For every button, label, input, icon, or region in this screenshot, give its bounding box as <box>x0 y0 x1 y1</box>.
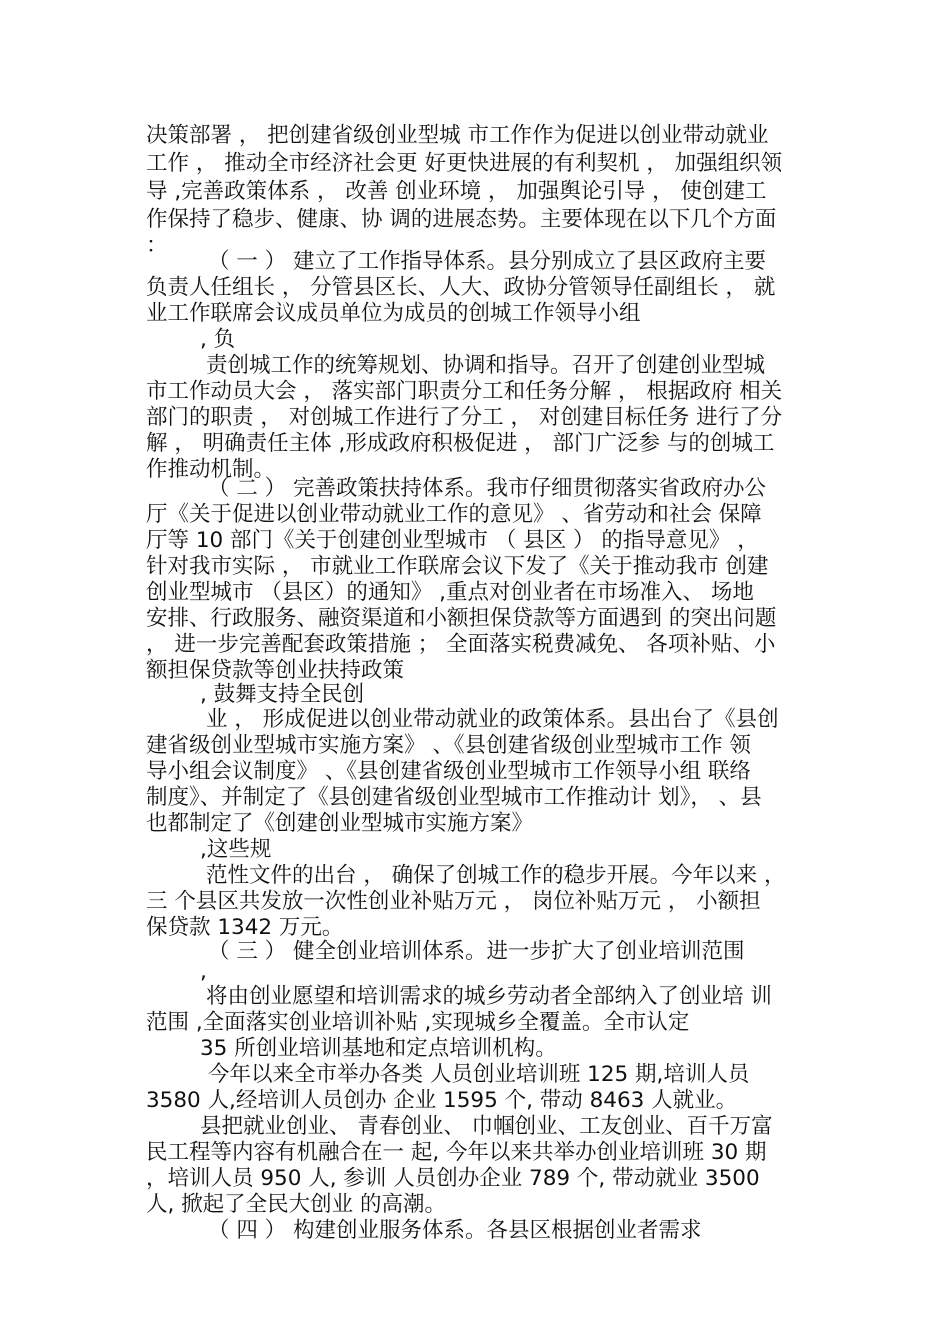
text-line: 解 ， 明确责任主体 ,形成政府积极促进 ， 部门广泛参 与的创城工 <box>146 431 775 456</box>
text-line: 建省级创业型城市实施方案》 、《县创建省级创业型城市工作 领 <box>146 733 751 758</box>
text-line: 业 ， 形成促进以创业带动就业的政策体系。县出台了《县创 <box>206 707 779 732</box>
text-line: 业工作联席会议成员单位为成员的创城工作领导小组 <box>146 301 641 326</box>
text-line: 厅等 10 部门《关于创建创业型城市 （ 县区 ） 的指导意见》 ， <box>146 528 759 553</box>
text-line: 厅《关于促进以创业带动就业工作的意见》 、省劳动和社会 保障 <box>146 502 762 527</box>
text-line: ， 进一步完善配套政策措施 ； 全面落实税费减免、 各项补贴、小 <box>146 632 776 657</box>
text-line: 作保持了稳步、健康、协 调的进展态势。主要体现在以下几个方面 <box>146 207 777 232</box>
text-line: 针对我市实际 ， 市就业工作联席会议下发了《关于推动我市 创建 <box>146 554 769 579</box>
text-line: 作推动机制。 <box>146 457 276 482</box>
text-line: ,这些规 <box>200 837 272 862</box>
text-line: （ 一 ） 建立了工作指导体系。县分别成立了县区政府主要 <box>208 249 767 274</box>
text-line: 县把就业创业、 青春创业、 巾帼创业、工友创业、百千万富 <box>200 1114 773 1139</box>
text-line: 保贷款 1342 万元。 <box>146 915 344 940</box>
text-line: 范性文件的出台 ， 确保了创城工作的稳步开展。今年以来 ， <box>206 863 786 888</box>
text-line: 35 所创业培训基地和定点培训机构。 <box>200 1036 557 1061</box>
text-line: 市工作动员大会 ， 落实部门职责分工和任务分解 ， 根据政府 相关 <box>146 379 783 404</box>
text-line: （ 四 ） 构建创业服务体系。各县区根据创业者需求 <box>208 1218 702 1243</box>
text-line: ，培训人员 950 人, 参训 人员创办企业 789 个, 带动就业 3500 <box>146 1166 760 1191</box>
text-line: ： <box>146 233 168 258</box>
text-line: 三 个县区共发放一次性创业补贴万元 ， 岗位补贴万元 ， 小额担 <box>146 889 761 914</box>
text-line: 创业型城市 （县区）的通知》 ,重点对创业者在市场准入、 场地 <box>146 580 754 605</box>
text-line: 工作 ， 推动全市经济社会更 好更快进展的有利契机 ， 加强组织领 <box>146 151 783 176</box>
text-line: 导小组会议制度》 、《县创建省级创业型城市工作领导小组 联络 <box>146 759 751 784</box>
text-line: , <box>200 959 207 984</box>
text-line: 负责人任组长 ， 分管县区长、人大、政协分管领导任副组长 ， 就 <box>146 275 776 300</box>
text-line: 责创城工作的统筹规划、协调和指导。召开了创建创业型城 <box>206 353 766 378</box>
text-line: , 鼓舞支持全民创 <box>200 682 365 707</box>
text-line: （ 三 ） 健全创业培训体系。进一步扩大了创业培训范围 <box>208 939 745 964</box>
text-line: 民工程等内容有机融合在一 起, 今年以来共举办创业培训班 30 期 <box>146 1140 767 1165</box>
text-line: 制度》、并制定了《县创建省级创业型城市工作推动计 划》， 、县 <box>146 785 762 810</box>
text-line: , 负 <box>200 327 236 352</box>
text-line: 部门的职责 ， 对创城工作进行了分工 ， 对创建目标任务 进行了分 <box>146 405 783 430</box>
text-line: 今年以来全市举办各类 人员创业培训班 125 期,培训人员 <box>208 1062 750 1087</box>
text-line: 将由创业愿望和培训需求的城乡劳动者全部纳入了创业培 训 <box>206 984 772 1009</box>
text-line: 人, 掀起了全民大创业 的高潮。 <box>146 1192 447 1217</box>
text-line: 导 ,完善政策体系 ， 改善 创业环境 ， 加强舆论引导 ， 使创建工 <box>146 179 767 204</box>
text-line: （ 二 ） 完善政策扶持体系。我市仔细贯彻落实省政府办公 <box>208 476 767 501</box>
text-line: 额担保贷款等创业扶持政策 <box>146 658 405 683</box>
text-line: 也都制定了《创建创业型城市实施方案》 <box>146 811 534 836</box>
text-line: 安排、行政服务、融资渠道和小额担保贷款等方面遇到 的突出问题 <box>146 606 777 631</box>
text-line: 范围 ,全面落实创业培训补贴 ,实现城乡全覆盖。全市认定 <box>146 1010 690 1035</box>
text-line: 决策部署 ， 把创建省级创业型城 市工作作为促进以创业带动就业 <box>146 123 769 148</box>
text-line: 3580 人,经培训人员创办 企业 1595 个, 带动 8463 人就业。 <box>146 1088 738 1113</box>
